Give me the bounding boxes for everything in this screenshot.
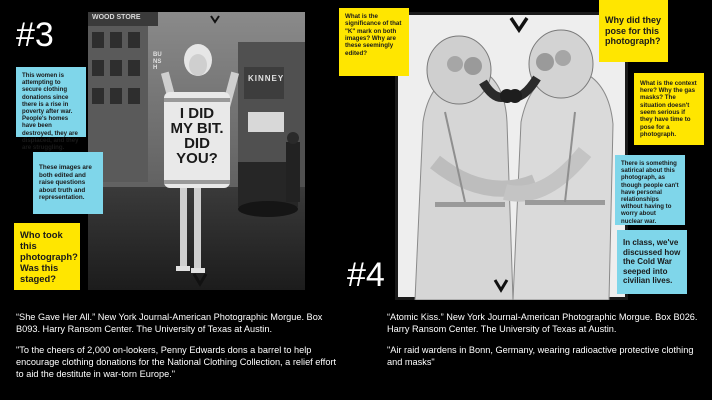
note-context-gas-masks: What is the context here? Why the gas masks? The situation doesn't seem serious if they have time to pose for a photograph. [634, 73, 704, 145]
note-who-took-photo: Who took this photograph? Was this staged? [14, 223, 80, 290]
note-k-mark: What is the significance of that "K" mark on both images? Why are these seemingly edited? [339, 8, 409, 76]
barrel-line-2: MY BIT. [170, 120, 224, 137]
store-sign: WOOD STORE [92, 14, 141, 21]
kinney-sign: KINNEY [248, 74, 285, 83]
caption-source-right: “Atomic Kiss.” New York Journal-American Photographic Morgue. Box B026. Harry Ransom Center. The University of Texas at Austin. [387, 312, 698, 335]
slide-number-4: #4 [347, 256, 385, 294]
note-edited-images: These images are both edited and raise questions about truth and representation. [33, 152, 103, 214]
note-why-pose: Why did they pose for this photograph? [599, 0, 668, 62]
note-cold-war: In class, we've discussed how the Cold War seeped into civilian lives. [617, 230, 687, 294]
she-gave-her-all-photo [88, 12, 305, 290]
barrel-line-3: DID YOU? [176, 135, 218, 167]
caption-quote-right: "Air raid wardens in Bonn, Germany, wearing radioactive protective clothing and masks" [387, 345, 694, 368]
side-sign: BUNSH [153, 52, 162, 72]
barrel-line-1: I DID [179, 105, 215, 122]
caption-source-left: “She Gave Her All.” New York Journal-American Photographic Morgue. Box B093. Harry Ransom Center. The University of Texas at Austin. [16, 312, 323, 335]
barrel-text [164, 106, 230, 166]
note-satirical: There is something satirical about this photograph, as though people can't have personal relationships without having to worry about nuclear war. [615, 155, 685, 225]
atomic-kiss-photo [395, 12, 628, 300]
note-women-donations: This women is attempting to secure clothing donations since there is a rise in poverty after war. People's homes have been destroyed, they are displaced, and they are struggling. [16, 67, 86, 137]
caption-quote-left: "To the cheers of 2,000 on-lookers, Penny Edwards dons a barrel to help encourage clothing donations for the National Clothing Collection, a relief effort to aid the destitute in war-torn Europe." [16, 345, 337, 380]
slide-number-3: #3 [16, 16, 54, 54]
